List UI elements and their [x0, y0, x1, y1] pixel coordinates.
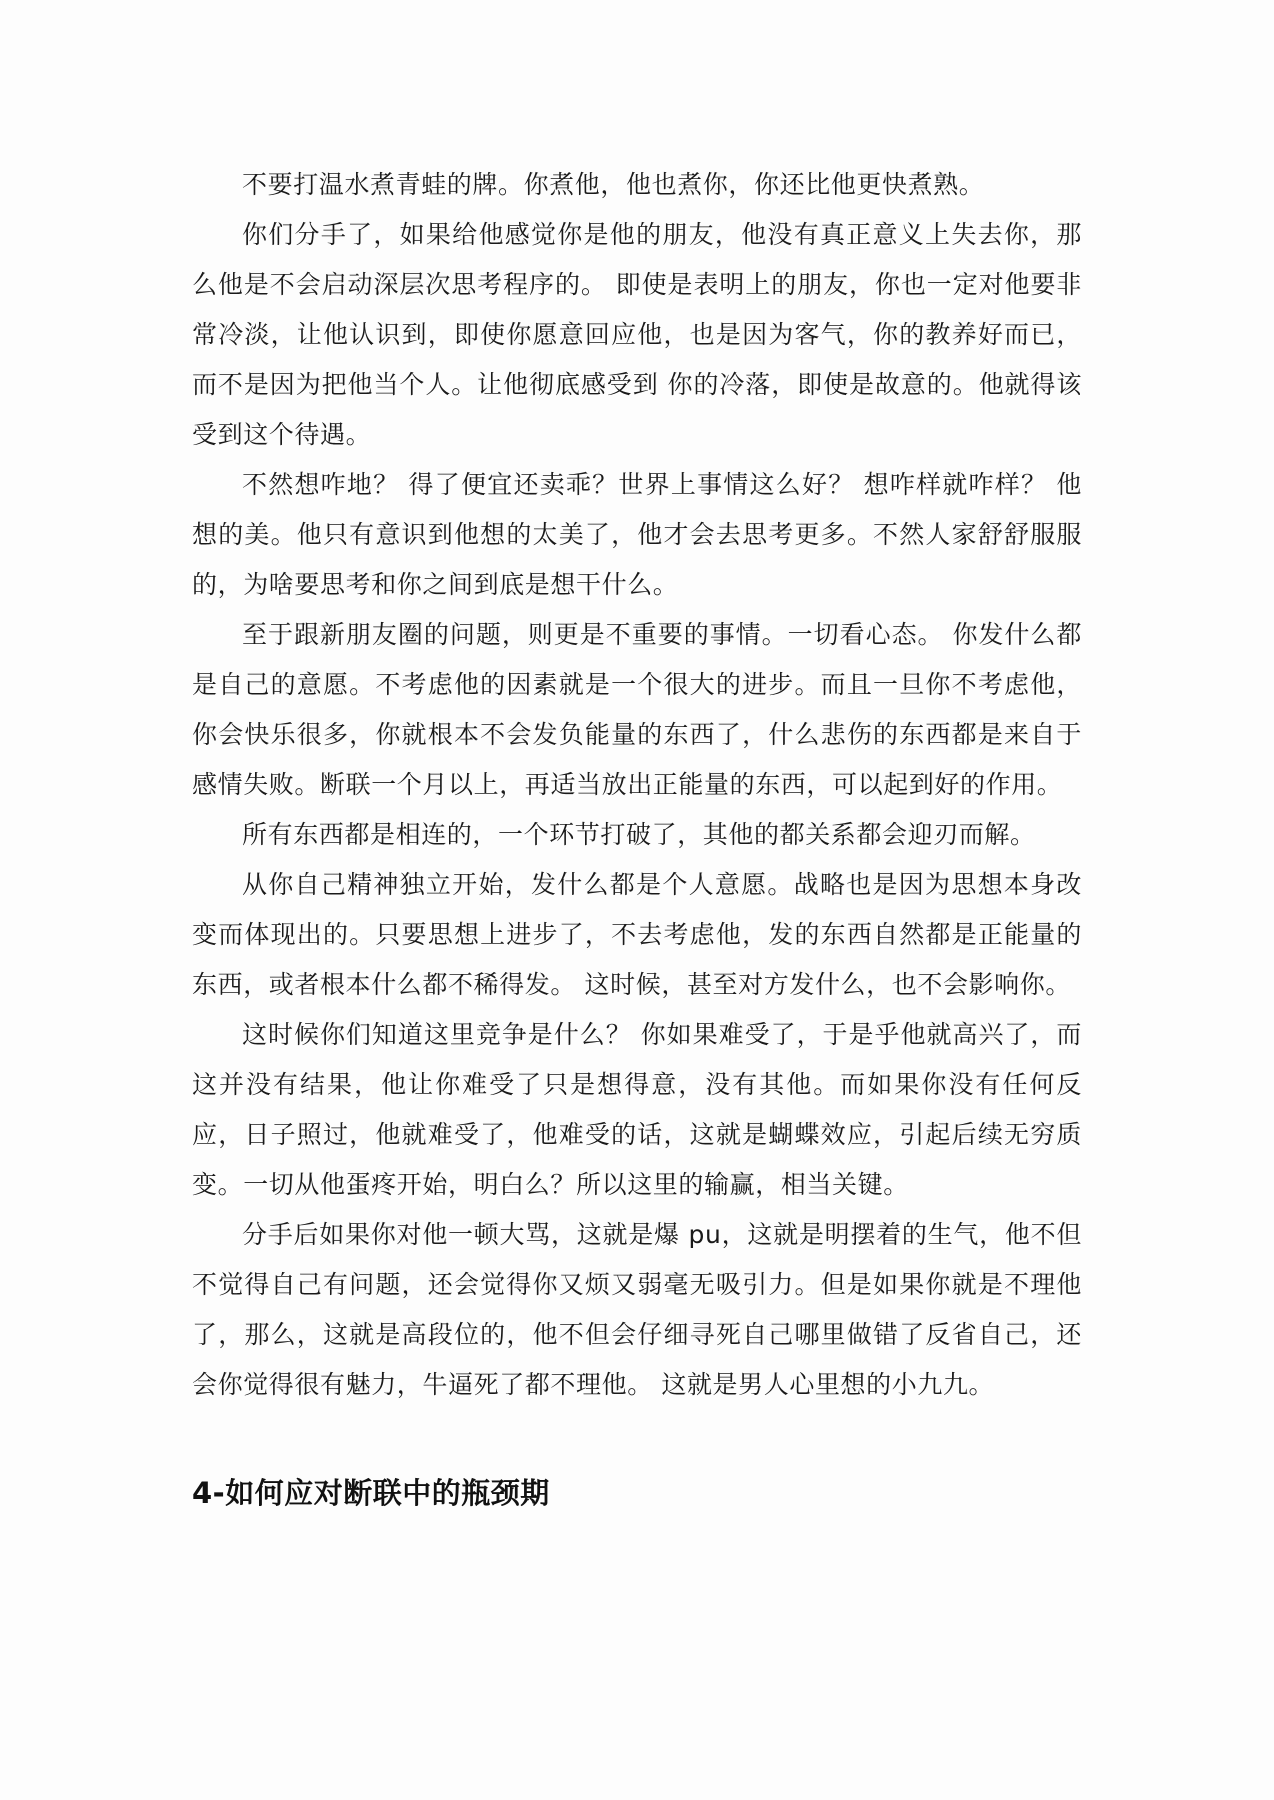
paragraph-3: 不然想咋地？ 得了便宜还卖乖？世界上事情这么好？ 想咋样就咋样？ 他想的美。他只有意识到他想的太美了，他才会去思考更多。不然人家舒舒服服的，为啥要思考和你之间到底是想干什么。 — [192, 470, 1082, 599]
paragraph-7: 这时候你们知道这里竞争是什么？ 你如果难受了，于是乎他就高兴了，而这并没有结果，他让你难受了只是想得意，没有其他。而如果你没有任何反应，日子照过，他就难受了，他难受的话，这就是蝴蝶效应，引起后续无穷质变。一切从他蛋疼开始，明白么？所以这里的输赢，相当关键。 — [192, 1020, 1082, 1199]
paragraph-6: 从你自己精神独立开始，发什么都是个人意愿。战略也是因为思想本身改变而体现出的。只要思想上进步了，不去考虑他，发的东西自然都是正能量的东西，或者根本什么都不稀得发。 这时候，甚至对方发什么，也不会影响你。 — [192, 870, 1082, 999]
paragraph-1: 不要打温水煮青蛙的牌。你煮他，他也煮你，你还比他更快煮熟。 — [242, 170, 985, 199]
section-heading: 4-如何应对断联中的瓶颈期 — [192, 1476, 550, 1510]
paragraph-4: 至于跟新朋友圈的问题，则更是不重要的事情。一切看心态。 你发什么都是自己的意愿。不考虑他的因素就是一个很大的进步。而且一旦你不考虑他，你会快乐很多，你就根本不会发负能量的东西了，什么悲伤的东西都是来自于感情失败。断联一个月以上，再适当放出正能量的东西，可以起到好的作用。 — [192, 620, 1082, 799]
paragraph-2: 你们分手了，如果给他感觉你是他的朋友，他没有真正意义上失去你，那么他是不会启动深层次思考程序的。 即使是表明上的朋友，你也一定对他要非常冷淡，让他认识到，即使你愿意回应他，也是因为客气，你的教养好而已，而不是因为把他当个人。让他彻底感受到 你的冷落，即使是故意的。他就得该受到这个待遇。 — [192, 220, 1082, 449]
paragraph-8: 分手后如果你对他一顿大骂，这就是爆 pu，这就是明摆着的生气，他不但不觉得自己有问题，还会觉得你又烦又弱毫无吸引力。但是如果你就是不理他了，那么，这就是高段位的，他不但会仔细寻死自己哪里做错了反省自己，还会你觉得很有魅力，牛逼死了都不理他。 这就是男人心里想的小九九。 — [192, 1220, 1082, 1399]
paragraph-5: 所有东西都是相连的，一个环节打破了，其他的都关系都会迎刃而解。 — [242, 820, 1036, 849]
document-body — [192, 160, 1082, 1518]
